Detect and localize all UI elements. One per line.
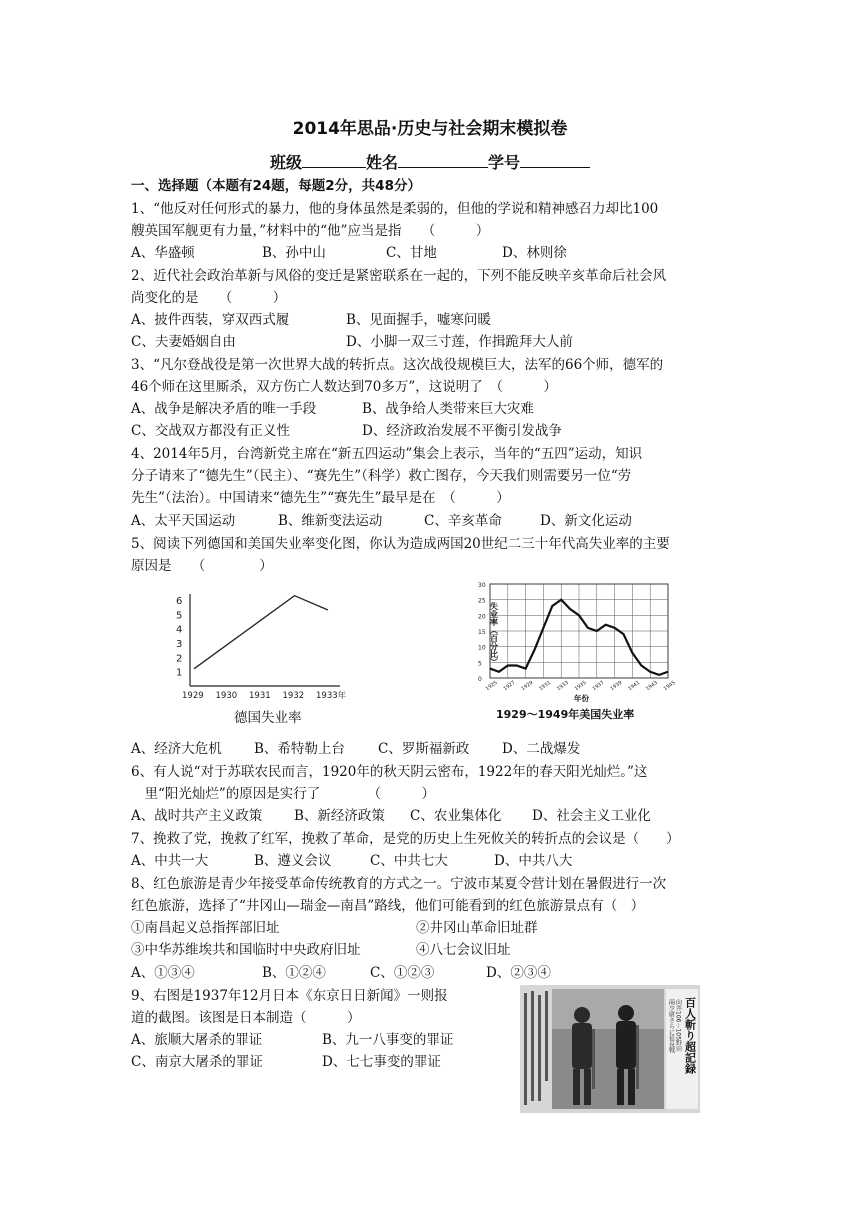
option[interactable]: C、夫妻婚姻自由 (131, 334, 236, 350)
y-tick-label: 1 (176, 667, 183, 679)
x-tick-label: 1943 (644, 679, 659, 693)
newspaper-photo (520, 985, 700, 1113)
name-label: 姓名 (365, 153, 398, 172)
question-text: 3、“凡尔登战役是第一次世界大战的转折点。这次战役规模巨大，法军的66个师，德军的 (131, 357, 664, 373)
x-tick-label: 1945 (662, 679, 677, 693)
option[interactable]: D、经济政治发展不平衡引发战争 (362, 423, 562, 439)
student-info (0, 150, 860, 173)
x-axis-label: 年份 (574, 694, 589, 703)
question-text: 5、阅读下列德国和美国失业率变化图，你认为造成两国20世纪二三十年代高失业率的主要 (131, 536, 670, 552)
option[interactable]: C、农业集体化 (410, 808, 502, 824)
question-text: 红色旅游，选择了“井冈山—瑞金—南昌”路线，他们可能看到的红色旅游景点有（ ） (131, 898, 645, 914)
option[interactable]: C、南京大屠杀的罪证 (131, 1054, 263, 1070)
question-text: 4、2014年5月，台湾新党主席在“新五四运动”集会上表示，当年的“五四”运动，知识 (131, 446, 643, 462)
option[interactable]: B、遵义会议 (254, 853, 332, 869)
option[interactable]: D、林则徐 (502, 245, 567, 261)
x-tick-label: 1929 (182, 691, 204, 701)
question-text: 1、“他反对任何形式的暴力，他的身体虽然是柔弱的，但他的学说和精神感召力却比100 (131, 201, 659, 217)
x-tick-label: 1930 (215, 691, 238, 701)
banner-sub1: 向井106－105野田 (674, 999, 682, 1052)
x-tick-label: 1931 (538, 679, 553, 693)
option[interactable]: B、新经济政策 (294, 808, 385, 824)
question-text: 6、有人说“对于苏联农民而言，1920年的秋天阴云密布，1922年的春天阳光灿烂。”这 (131, 764, 648, 780)
x-tick-label: 1937 (591, 679, 606, 693)
statement-item: ②井冈山革命旧址群 (416, 920, 538, 936)
id-blank[interactable] (520, 153, 590, 168)
option[interactable]: C、罗斯福新政 (378, 741, 470, 757)
y-tick-label: 0 (478, 676, 482, 683)
y-tick-label: 30 (478, 582, 486, 589)
x-tick-label: 1927 (502, 679, 517, 693)
y-tick-label: 20 (478, 613, 486, 621)
germany-unemployment-chart (168, 584, 368, 702)
y-tick-label: 25 (478, 597, 486, 605)
option[interactable]: D、七七事变的罪证 (322, 1054, 441, 1070)
option[interactable]: A、华盛顿 (131, 245, 195, 261)
y-tick-label: 5 (478, 660, 482, 668)
y-tick-label: 15 (478, 629, 486, 636)
x-tick-label: 1939 (609, 679, 624, 693)
statement-item: ③中华苏维埃共和国临时中央政府旧址 (131, 942, 361, 958)
y-tick-label: 4 (176, 624, 183, 636)
question-text: 分子请来了“德先生”（民主）、“赛先生”（科学）救亡图存，今天我们则需要另一位“劳 (131, 468, 632, 484)
question-text: 道的截图。该图是日本制造（ ） (131, 1010, 361, 1026)
option[interactable]: D、小脚一双三寸莲，作揖跪拜大人前 (346, 334, 573, 350)
name-blank[interactable] (398, 153, 488, 168)
question-text: 7、挽救了党，挽救了红军，挽救了革命，是党的历史上生死攸关的转折点的会议是（ ） (131, 831, 680, 847)
option[interactable]: C、甘地 (386, 245, 437, 261)
option[interactable]: A、战时共产主义政策 (131, 808, 263, 824)
x-tick-label: 1933 (555, 679, 570, 693)
usa-unemployment-chart (478, 578, 688, 724)
option[interactable]: A、中共一大 (131, 853, 209, 869)
option[interactable]: A、旅顺大屠杀的罪证 (131, 1032, 263, 1048)
question-text: 艘英国军舰更有力量，”材料中的“他”应当是指 （ ） (131, 223, 490, 239)
option[interactable]: A、经济大危机 (131, 741, 222, 757)
option[interactable]: D、二战爆发 (502, 741, 581, 757)
option[interactable]: B、维新变法运动 (278, 513, 383, 529)
germany-chart-caption: 德国失业率 (234, 710, 302, 726)
chart-title: 1929～1949年美国失业率 (496, 708, 635, 721)
page-title: 2014年思品·历史与社会期末模拟卷 (292, 119, 568, 139)
y-tick-label: 6 (176, 596, 183, 607)
option[interactable]: C、辛亥革命 (424, 513, 502, 529)
y-tick-label: 5 (176, 610, 183, 622)
x-tick-label: 1941 (627, 679, 642, 693)
option[interactable]: D、中共八大 (494, 853, 573, 869)
option[interactable]: A、战争是解决矛盾的唯一手段 (131, 401, 317, 417)
x-tick-label: 1933年 (316, 691, 347, 701)
question-text: 2、近代社会政治革新与风俗的变迁是紧密联系在一起的，下列不能反映辛亥革命后社会风 (131, 268, 667, 284)
option[interactable]: C、交战双方都没有正义性 (131, 423, 290, 439)
question-text: 9、右图是1937年12月日本《东京日日新闻》一则报 (131, 988, 448, 1004)
statement-item: ④八七会议旧址 (416, 942, 511, 958)
option[interactable]: B、战争给人类带来巨大灾难 (362, 401, 534, 417)
class-label: 班级 (269, 153, 302, 172)
x-tick-label: 1932 (282, 691, 305, 701)
option[interactable]: C、中共七大 (370, 853, 448, 869)
option[interactable]: D、新文化运动 (540, 513, 632, 529)
option[interactable]: B、①②④ (262, 965, 326, 981)
question-text: 8、红色旅游是青少年接受革命传统教育的方式之一。宁波市某夏令营计划在暑假进行一次 (131, 876, 667, 892)
option[interactable]: B、九一八事变的罪证 (322, 1032, 454, 1048)
statement-item: ①南昌起义总指挥部旧址 (131, 920, 280, 936)
option[interactable]: D、社会主义工业化 (532, 808, 651, 824)
question-text: 原因是 （ ） (131, 558, 273, 574)
section-heading: 一、选择题（本题有24题，每题2分，共48分） (131, 178, 421, 194)
option[interactable]: B、孙中山 (262, 245, 326, 261)
banner-main: 百人斬り超記録 (683, 997, 697, 1074)
question-text: 尚变化的是 （ ） (131, 290, 287, 306)
x-tick-label: 1931 (249, 691, 271, 701)
question-text: 里“阳光灿烂”的原因是实行了 （ ） (131, 786, 436, 802)
option[interactable]: A、披件西装，穿双西式履 (131, 312, 290, 328)
question-text: 先生”（法治）。中国请来“德先生”“赛先生”最早是在 （ ） (131, 490, 510, 506)
class-blank[interactable] (302, 153, 366, 168)
option[interactable]: A、太平天国运动 (131, 513, 236, 529)
y-tick-label: 2 (176, 653, 183, 665)
option[interactable]: A、①③④ (131, 965, 195, 981)
option[interactable]: B、见面握手，嘘寒问暖 (346, 312, 491, 328)
banner-sub2: 兩少尉さらに延長戦 (667, 999, 675, 1053)
option[interactable]: B、希特勒上台 (254, 741, 345, 757)
y-tick-label: 10 (478, 644, 486, 652)
x-tick-label: 1925 (484, 679, 499, 693)
id-label: 学号 (488, 153, 521, 172)
x-tick-label: 1929 (520, 679, 535, 693)
y-axis-label: 失业率（百分比） (489, 602, 499, 666)
x-tick-label: 1935 (573, 679, 588, 693)
option[interactable]: C、①②③ (370, 965, 435, 981)
germany-series-line (194, 596, 328, 669)
option[interactable]: D、②③④ (486, 965, 551, 981)
y-tick-label: 3 (176, 639, 183, 650)
question-text: 46个师在这里厮杀，双方伤亡人数达到70多万”，这说明了 （ ） (131, 379, 558, 395)
